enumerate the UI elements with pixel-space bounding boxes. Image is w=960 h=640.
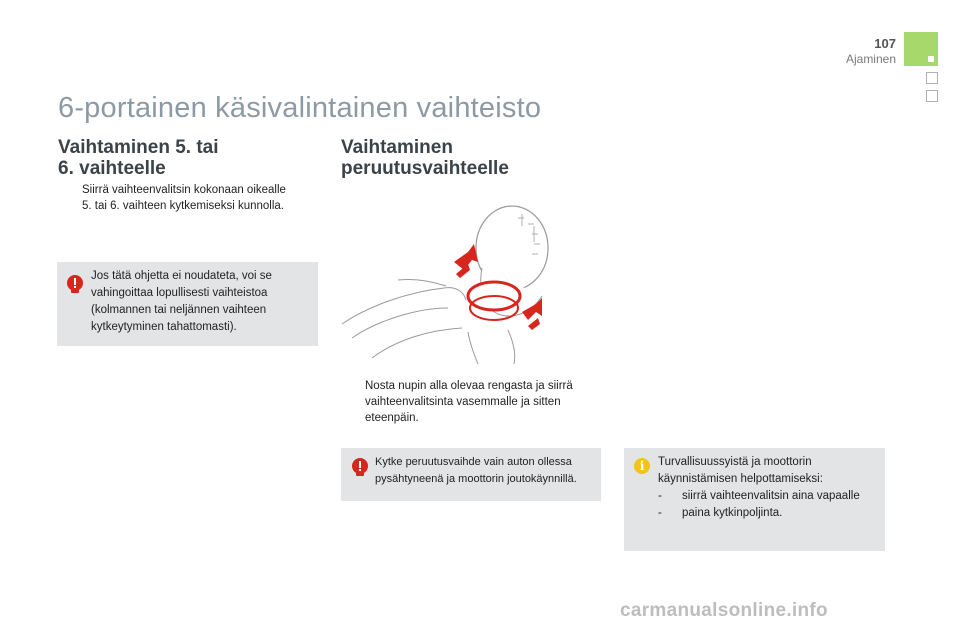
- instruction-text-line: vaihteenvalitsinta vasemmalle ja sitten: [365, 396, 561, 408]
- info-icon: i: [634, 458, 650, 474]
- instruction-text-line: 5. tai 6. vaihteen kytkemiseksi kunnolla.: [82, 200, 284, 212]
- page-title: 6-portainen käsivalintainen vaihteisto: [58, 92, 542, 124]
- section-heading-middle: Vaihtaminen peruutusvaihteelle: [341, 137, 509, 179]
- section-label: Ajaminen: [845, 52, 896, 66]
- warning-icon: [352, 458, 368, 474]
- info-box: [624, 448, 885, 551]
- warning-icon: [67, 275, 83, 291]
- info-list-item: - siirrä vaihteenvalitsin aina vapaalle: [658, 490, 860, 502]
- page-number: 107: [874, 36, 896, 51]
- chapter-tab-empty[interactable]: [926, 72, 938, 84]
- watermark: carmanualsonline.info: [620, 600, 828, 621]
- instruction-text-line: Nosta nupin alla olevaa rengasta ja siirrä: [365, 380, 573, 392]
- chapter-tab[interactable]: [904, 32, 938, 66]
- warning-box-left: [57, 262, 318, 346]
- instruction-text-line: Siirrä vaihteenvalitsin kokonaan oikealle: [82, 184, 286, 196]
- section-heading-left: Vaihtaminen 5. tai 6. vaihteelle: [58, 137, 219, 179]
- warning-text: Kytke peruutusvaihde vain auton ollessa pysähtyneenä ja moottorin joutokäynnillä.: [375, 456, 577, 485]
- instruction-bullet-middle: [343, 378, 603, 426]
- warning-box-middle: [341, 448, 601, 501]
- chapter-tab-empty[interactable]: [926, 90, 938, 102]
- gear-knob-illustration: [338, 196, 588, 364]
- info-list-item: - paina kytkinpoljinta.: [658, 507, 783, 519]
- instruction-bullet-left: [60, 182, 320, 214]
- chapter-tab-marker: [928, 56, 934, 62]
- instruction-text-line: eteenpäin.: [365, 412, 419, 424]
- warning-text: Jos tätä ohjetta ei noudateta, voi se vahingoittaa lopullisesti vaihteistoa (kolmannen tai neljännen vaihteen kytkeytyminen tahattomasti).: [91, 270, 272, 333]
- info-text: Turvallisuussyistä ja moottorin käynnistämisen helpottamiseksi: - siirrä vaihteenvalitsin aina vapaalle - paina kytkinpoljinta.: [658, 454, 882, 522]
